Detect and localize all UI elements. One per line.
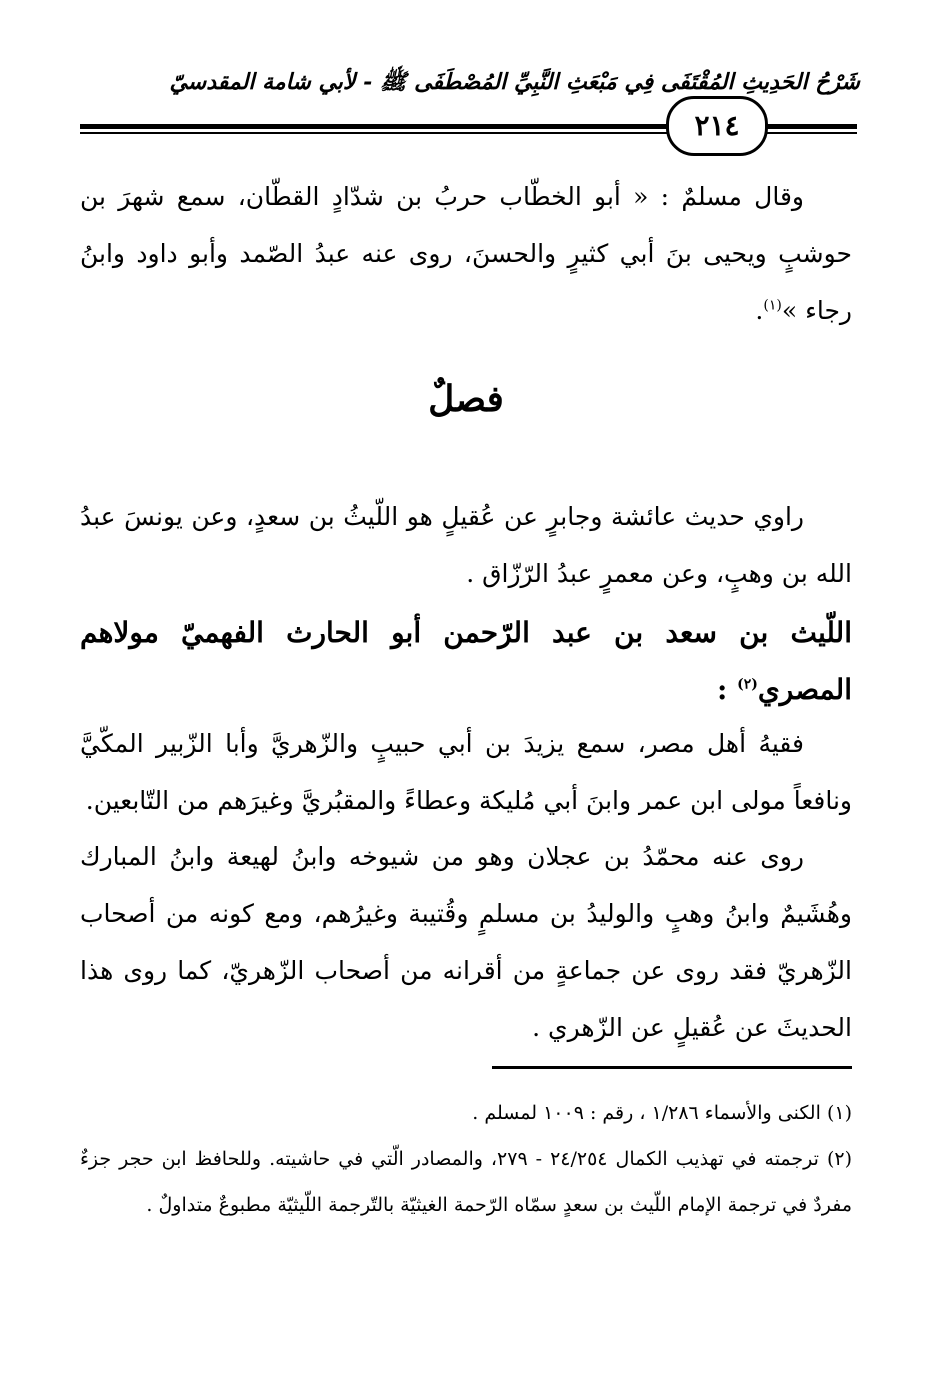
paragraph-text: وقال مسلمٌ : « أبو الخطّاب حربُ بن شدّادٍ القطّان، سمع شهرَ بن حوشبٍ ويحيى بنَ أبي كثيرٍ والحسنَ، روى عنه عبدُ الصّمد وأبو داود وابنُ رجاء » <box>80 182 852 325</box>
section-heading: فصلٌ <box>428 378 504 420</box>
footnote-marker: (١) <box>826 1102 852 1124</box>
footnote-text: الكنى والأسماء ١/٢٨٦ ، رقم : ١٠٠٩ لمسلم . <box>472 1102 821 1124</box>
biography-heading-end: : <box>716 673 738 706</box>
footnote-rule <box>492 1066 852 1069</box>
footnote-marker: (٢) <box>826 1148 852 1170</box>
footnote-2 <box>80 1136 852 1228</box>
footnote-1 <box>80 1090 852 1136</box>
paragraph-narrators: راوي حديث عائشة وجابرٍ عن عُقيلٍ هو اللّيثُ بن سعدٍ، وعن يونسَ عبدُ الله بن وهبٍ، وعن معمرٍ عبدُ الرّزّاق . <box>80 502 852 588</box>
page-number: ٢١٤ <box>666 96 768 156</box>
footnote-ref-1: (١) <box>763 297 782 314</box>
footnote-ref-2: (٢) <box>737 676 758 693</box>
footnote-text: ترجمته في تهذيب الكمال ٢٤/٢٥٤ - ٢٧٩، والمصادر الّتي في حاشيته. وللحافظ ابن حجر جزءٌ مفردٌ في ترجمة الإمام اللّيث بن سعدٍ سمّاه الرّحمة الغيثيّة بالتّرجمة اللّيثيّة مطبوعٌ متداولٌ . <box>80 1148 852 1216</box>
footnotes <box>80 1090 852 1228</box>
running-title: شَرْحُ الحَدِيثِ المُقْتَفَى فِي مَبْعَثِ النَّبِيِّ المُصْطَفَى ﷺ - لأبي شامة المقدسيّ <box>169 69 860 95</box>
paragraph-end: . <box>755 296 764 325</box>
paragraph-muslim-quote <box>80 168 852 339</box>
paragraph-teachers: فقيهُ أهل مصر، سمع يزيدَ بن أبي حبيبٍ والزّهريَّ وأبا الزّبير المكّيَّ ونافعاً مولى ابن عمر وابنَ أبي مُليكة وعطاءً والمقبُريَّ وغيرَهم من التّابعين. <box>80 729 852 815</box>
biography-heading-text: اللّيث بن سعد بن عبد الرّحمن أبو الحارث الفهميّ مولاهم المصري <box>80 616 852 706</box>
biography-heading <box>80 604 852 718</box>
paragraph-students: روى عنه محمّدُ بن عجلان وهو من شيوخه وابنُ لهيعة وابنُ المبارك وهُشَيمٌ وابنُ وهبٍ والوليدُ بن مسلمٍ وقُتيبة وغيرُهم، ومع كونه من أصحاب الزّهريّ فقد روى عن جماعةٍ من أقرانه من أصحاب الزّهريّ، كما روى هذا الحديثَ عن عُقيلٍ عن الزّهري . <box>80 842 852 1042</box>
